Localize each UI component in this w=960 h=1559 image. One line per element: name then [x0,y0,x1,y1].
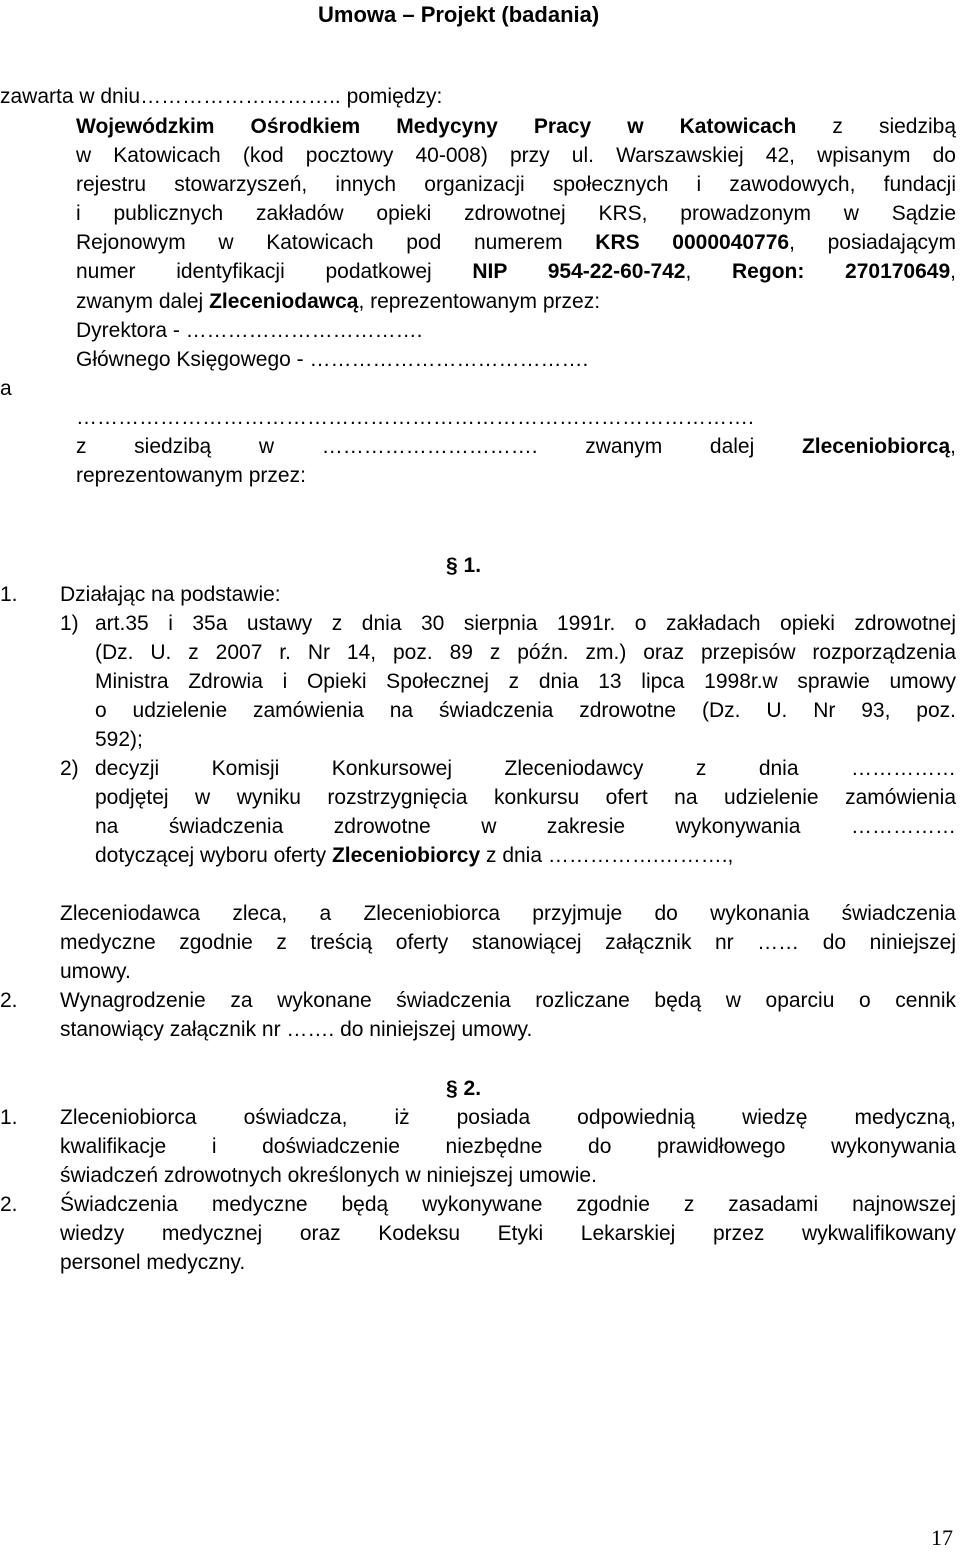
section-2-heading: § 2. [446,1077,482,1100]
s1-item-1-line-5: 592); [95,728,143,751]
document-title: Umowa – Projekt (badania) [318,2,600,27]
s2-p2-line-1: Świadczenia medyczne będą wykonywane zgodnie z zasadami najnowszej [60,1193,956,1216]
s1-p1-number: 1. [0,583,18,606]
s1-p1b-line-2: medyczne zgodnie z treścią oferty stanowiącej załącznik nr …… do niniejszej [60,931,956,954]
s2-p2-line-3: personel medyczny. [60,1251,246,1274]
krs-number: KRS 0000040776 [595,231,790,254]
regon-number: Regon: 270170649 [732,260,951,283]
s1-p2-line-2: stanowiący załącznik nr ……. do niniejszej umowy. [60,1018,533,1041]
s1-p2-line-1: Wynagrodzenie za wykonane świadczenia rozliczane będą w oparciu o cennik [60,989,956,1012]
s1-item-2-line-4: dotyczącej wyboru oferty Zleceniobiorcy z dnia …………….………., [95,844,734,867]
s2-p1-line-2: kwalifikacje i doświadczenie niezbędne do prawidłowego wykonywania [60,1135,956,1158]
s1-p1-text: Działając na podstawie: [60,583,281,606]
s2-p1-line-3: świadczeń zdrowotnych określonych w niniejszej umowie. [60,1164,597,1187]
section-1-heading: § 1. [446,554,482,577]
intro-line-4: rejestru stowarzyszeń, innych organizacji społecznych i zawodowych, fundacji [76,173,956,196]
s1-item-1-line-1: art.35 i 35a ustawy z dnia 30 sierpnia 1991r. o zakładach opieki zdrowotnej [95,612,956,635]
s1-item-1-line-2: (Dz. U. z 2007 r. Nr 14, poz. 89 z późn. zm.) oraz przepisów rozporządzenia [95,641,956,664]
s2-p1-line-1: Zleceniobiorca oświadcza, iż posiada odpowiednią wiedzę medyczną, [60,1106,956,1129]
contractor-name-blank: ……………………………………………………………………………………. [76,406,754,429]
director-line: Dyrektora - ……………………………. [76,319,423,342]
conjunction-a: a [0,377,12,400]
contractor-seat-line: z siedzibą w …………………………. zwanym dalej Zleceniobiorcą, [76,435,956,458]
nip-number: NIP 954-22-60-742 [472,260,686,283]
s1-p1b-line-3: umowy. [60,960,131,983]
page-number: 17 [931,1525,953,1550]
s1-item-1-line-3: Ministra Zdrowia i Opieki Społecznej z dnia 13 lipca 1998r.w sprawie umowy [95,670,956,693]
s1-item-2-line-2: podjętej w wyniku rozstrzygnięcia konkursu ofert na udzielenie zamówienia [95,786,956,809]
intro-line-1: zawarta w dniu……………………….. pomiędzy: [0,85,443,108]
contractor-term-2: Zleceniobiorcy [331,844,481,867]
intro-line-6: Rejonowym w Katowicach pod numerem KRS 0000040776, posiadającym [76,231,956,254]
intro-line-7: numer identyfikacji podatkowej NIP 954-22-60-742, Regon: 270170649, [76,260,956,283]
s1-item-1-number: 1) [60,612,79,635]
s1-p2-number: 2. [0,989,18,1012]
chief-accountant-line: Głównego Księgowego - …………………………………. [76,348,589,371]
s1-item-2-number: 2) [60,757,79,780]
contractor-term: Zleceniobiorcą [801,435,951,458]
intro-line-5: i publicznych zakładów opieki zdrowotnej KRS, prowadzonym w Sądzie [76,202,956,225]
intro-line-8: zwanym dalej Zleceniodawcą, reprezentowanym przez: [76,290,601,313]
s1-item-2-line-3: na świadczenia zdrowotne w zakresie wykonywania …………… [95,815,956,838]
s2-p2-line-2: wiedzy medycznej oraz Kodeksu Etyki Lekarskiej przez wykwalifikowany [60,1222,956,1245]
employer-name: Wojewódzkim Ośrodkiem Medycyny Pracy w Katowicach [76,115,797,138]
s1-p1b-line-1: Zleceniodawca zleca, a Zleceniobiorca przyjmuje do wykonania świadczenia [60,902,956,925]
intro-line-3: w Katowicach (kod pocztowy 40-008) przy ul. Warszawskiej 42, wpisanym do [76,144,956,167]
s2-p1-number: 1. [0,1106,18,1129]
client-term: Zleceniodawcą [209,290,359,313]
s2-p2-number: 2. [0,1193,18,1216]
s1-item-1-line-4: o udzielenie zamówienia na świadczenia zdrowotne (Dz. U. Nr 93, poz. [95,699,956,722]
contractor-represented-line: reprezentowanym przez: [76,464,306,487]
s1-item-2-line-1: decyzji Komisji Konkursowej Zleceniodawcy z dnia …………… [95,757,956,780]
intro-line-2: Wojewódzkim Ośrodkiem Medycyny Pracy w Katowicach z siedzibą [76,115,956,138]
